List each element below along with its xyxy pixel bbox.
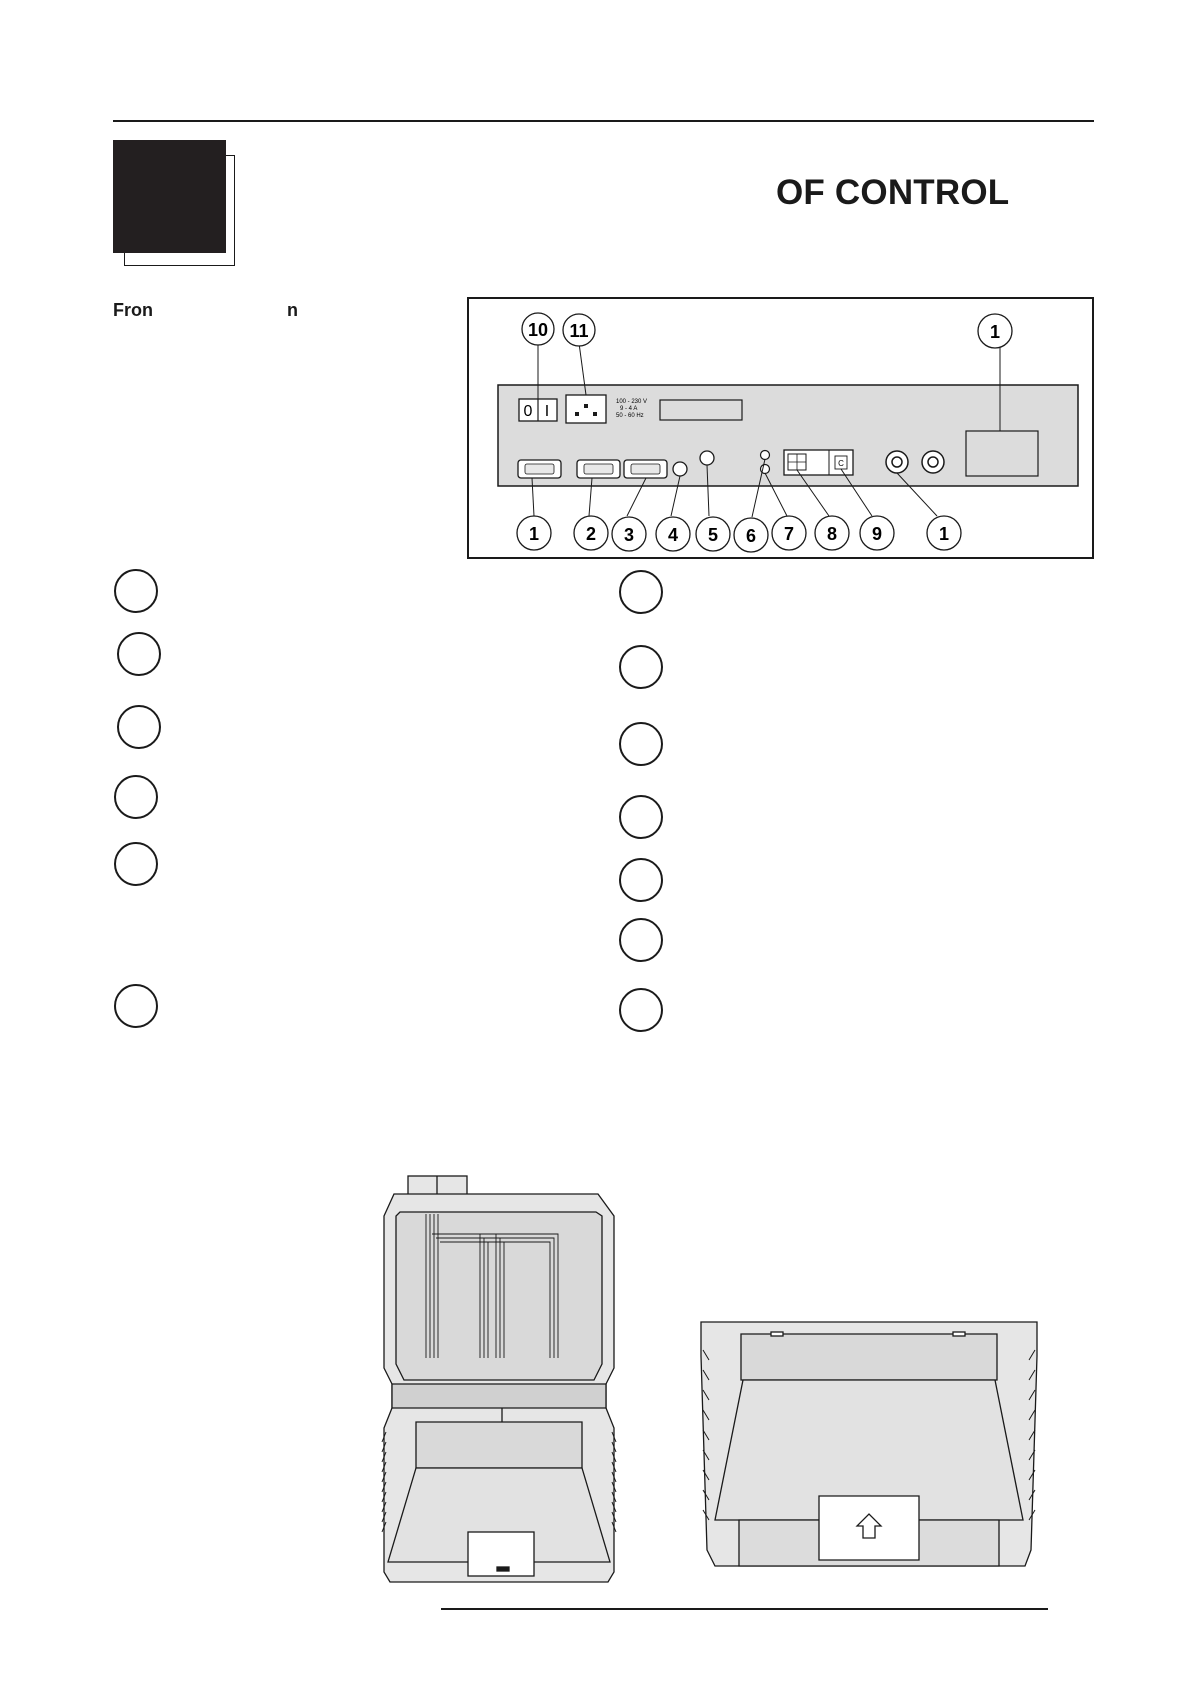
legend-circle-left-3: [117, 705, 161, 749]
rear-panel-diagram: [467, 297, 1094, 559]
legend-circle-left-1: [114, 569, 158, 613]
switch-on-label: I: [544, 403, 550, 420]
section-label-tail: n: [287, 300, 298, 320]
dsub-connector-3: [624, 460, 667, 478]
legend-circle-left-2: [117, 632, 161, 676]
legend-circle-right-3: [619, 722, 663, 766]
callout-11: 11: [569, 321, 589, 341]
callout-3: 3: [623, 525, 635, 545]
callout-1-right: 1: [938, 524, 950, 544]
header-rule: [113, 120, 1094, 122]
monitor-rear-illustration: [697, 1320, 1042, 1576]
legend-circle-right-2: [619, 645, 663, 689]
dsub-connector-1: [518, 460, 561, 478]
callout-1: 1: [528, 524, 540, 544]
option-slot: [966, 431, 1038, 476]
page-title: OF CONTROL: [776, 173, 1010, 212]
monitor-front-illustration: [380, 1172, 620, 1587]
callout-10: 10: [527, 320, 549, 340]
legend-circle-right-4: [619, 795, 663, 839]
led-6: [761, 451, 770, 460]
legend-circle-left-4: [114, 775, 158, 819]
callout-2: 2: [585, 524, 597, 544]
dsub-connector-2: [577, 460, 620, 478]
power-switch: [519, 399, 557, 421]
power-rating-frequency: 50 - 60 Hz: [616, 413, 644, 419]
legend-circle-right-7: [619, 988, 663, 1032]
switch-off-label: 0: [523, 403, 533, 420]
label-plate: [660, 400, 742, 420]
footer-rule: [441, 1608, 1048, 1610]
jack-5: [700, 451, 714, 465]
legend-circle-right-5: [619, 858, 663, 902]
callout-9: 9: [871, 524, 883, 544]
callout-1-top: 1: [989, 322, 1001, 342]
power-rating-voltage: 100 - 230 V: [616, 399, 648, 405]
callout-8: 8: [826, 524, 838, 544]
legend-circle-right-1: [619, 570, 663, 614]
chapter-block: [113, 140, 226, 253]
callout-7: 7: [783, 524, 795, 544]
legend-circle-right-6: [619, 918, 663, 962]
fuse-label: C: [838, 459, 844, 468]
power-rating-current: 9 - 4 A: [620, 406, 638, 412]
legend-circle-left-6: [114, 984, 158, 1028]
jack-4: [673, 462, 687, 476]
power-inlet: [566, 395, 606, 423]
section-label: Fron: [113, 300, 153, 320]
callout-6: 6: [745, 526, 757, 546]
legend-circle-left-5: [114, 842, 158, 886]
callout-4: 4: [667, 525, 679, 545]
callout-5: 5: [707, 525, 719, 545]
